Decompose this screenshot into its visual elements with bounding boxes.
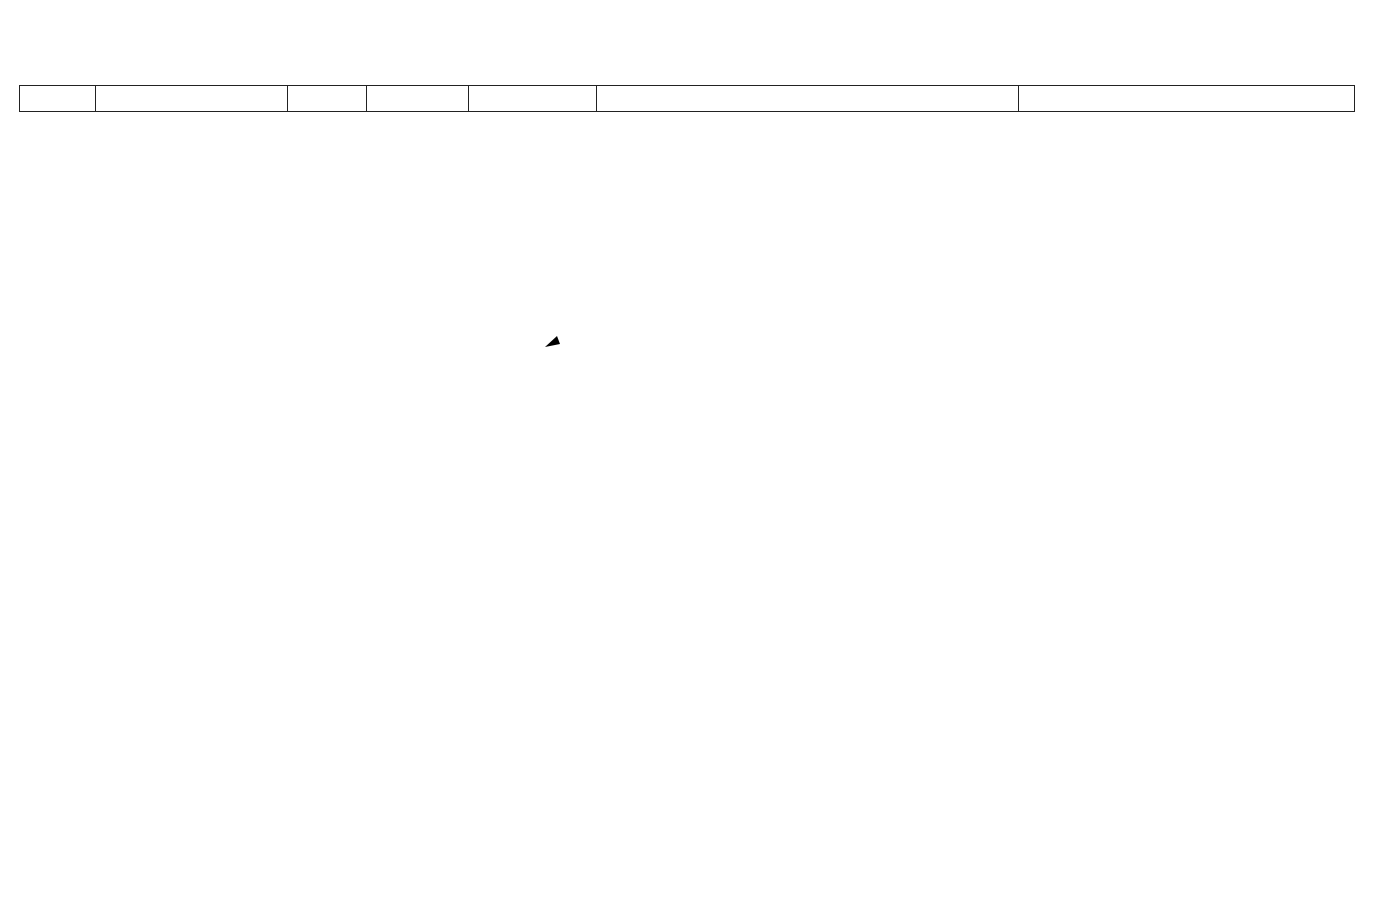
annotation-arrow-line: [549, 281, 829, 344]
header-main-function: [469, 86, 597, 112]
adc12-in0-highlight-box: [782, 344, 880, 373]
pa0-highlight-box: [482, 349, 580, 376]
pin-definition-table: [19, 85, 1355, 112]
top-pin-labels: [330, 0, 590, 30]
header-pin-number: [20, 86, 96, 112]
header-remap-function: [1019, 86, 1355, 112]
header-pin-name: [96, 86, 288, 112]
header-default-alternate-function: [597, 86, 1019, 112]
annotation-arrowhead: [545, 336, 560, 347]
header-io-level: [367, 86, 469, 112]
header-type: [288, 86, 367, 112]
table-header-row: [20, 86, 1355, 112]
